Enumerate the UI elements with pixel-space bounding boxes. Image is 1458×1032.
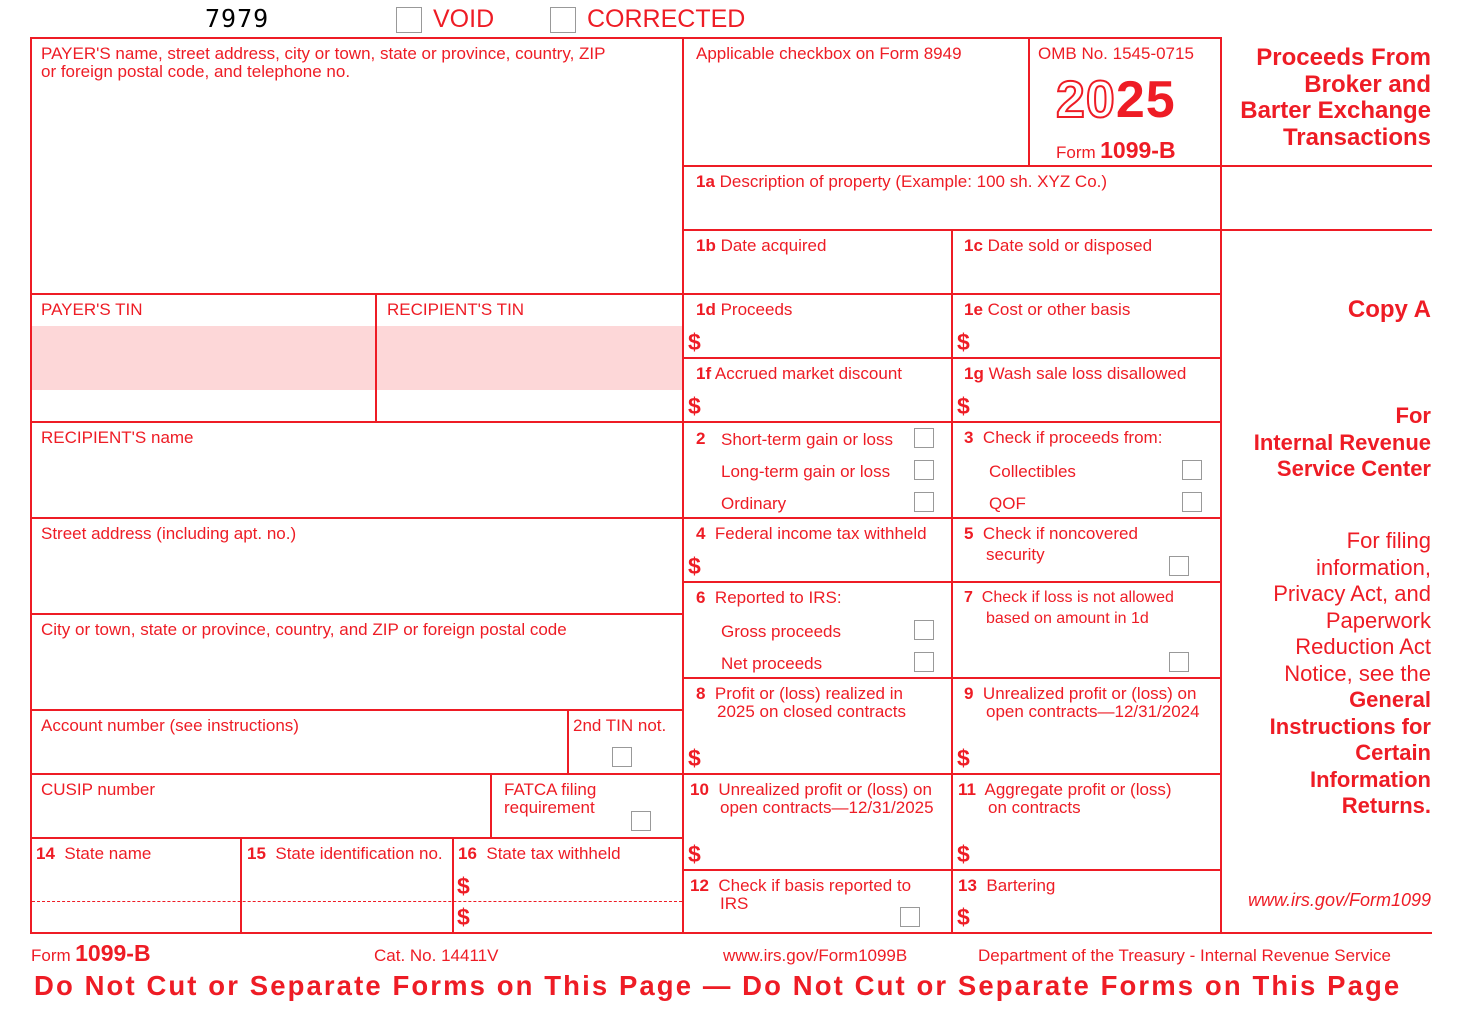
info-line-3: Privacy Act, and (1273, 581, 1431, 606)
box16-dollar-1: $ (457, 873, 470, 899)
box6-gross-checkbox[interactable] (914, 620, 934, 640)
box7-checkbox[interactable] (1169, 652, 1189, 672)
box10-text-1: Unrealized profit or (loss) on (718, 780, 932, 799)
box3-collectibles-checkbox[interactable] (1182, 460, 1202, 480)
payer-name-label-1: PAYER'S name, street address, city or town, state or province, country, ZIP (41, 44, 606, 63)
box1d-dollar: $ (688, 329, 701, 355)
info-line-2: information, (1316, 554, 1431, 580)
box2-long-term-label: Long-term gain or loss (721, 462, 891, 481)
box1b-text: Date acquired (720, 236, 827, 255)
box2-short-term-label: Short-term gain or loss (721, 430, 893, 449)
box1e-label (964, 301, 1130, 319)
box6-text: Reported to IRS: (714, 588, 842, 607)
box8-text-1: Profit or (loss) realized in (714, 684, 903, 703)
title-line-1: Proceeds From (1256, 44, 1431, 71)
box1c-text: Date sold or disposed (987, 236, 1153, 255)
box4-text: Federal income tax withheld (714, 524, 927, 543)
corrected-label: CORRECTED (587, 5, 746, 33)
box16-label (458, 845, 621, 863)
box4-label (696, 525, 927, 543)
box1f-dollar: $ (688, 393, 701, 419)
box1b-num: 1b (696, 236, 716, 255)
box9-label-2: open contracts—12/31/2024 (986, 702, 1200, 721)
box5-num: 5 (964, 524, 974, 543)
omb-form-number: 1099-B (1100, 137, 1176, 163)
box1d-label (696, 301, 792, 319)
box1e-text: Cost or other basis (987, 300, 1131, 319)
box1c-num: 1c (964, 236, 983, 255)
copy-a-label: Copy A (1347, 296, 1431, 323)
box13-dollar: $ (957, 904, 970, 930)
box2-ordinary-checkbox[interactable] (914, 492, 934, 512)
box9-label (964, 685, 1196, 703)
box12-num: 12 (690, 876, 709, 895)
box3-label (964, 429, 1162, 447)
box2-long-term-checkbox[interactable] (914, 460, 934, 480)
tax-year (1056, 72, 1176, 128)
box5-label-2: security (986, 545, 1045, 564)
box12-label (690, 877, 911, 895)
box9-num: 9 (964, 684, 974, 703)
omb-form-name (1056, 137, 1176, 164)
box2-num: 2 (696, 429, 706, 448)
info-line-7: General (1349, 687, 1431, 712)
box16-text: State tax withheld (486, 844, 621, 863)
box1f-num: 1f (696, 364, 712, 383)
box1g-num: 1g (964, 364, 984, 383)
box3-text: Check if proceeds from: (982, 428, 1163, 447)
box1f-label (696, 365, 902, 383)
form-8949-checkbox-label: Applicable checkbox on Form 8949 (696, 44, 962, 63)
corrected-checkbox[interactable] (550, 7, 576, 33)
box16-dollar-2: $ (457, 904, 470, 930)
box12-label-2: IRS (720, 894, 749, 913)
box3-qof-label: QOF (989, 494, 1026, 513)
box7-label-2: based on amount in 1d (986, 610, 1149, 627)
box8-label (696, 685, 903, 703)
city-label: City or town, state or province, country, and ZIP or foreign postal code (41, 620, 567, 639)
box8-num: 8 (696, 684, 706, 703)
box14-text: State name (64, 844, 152, 863)
box6-num: 6 (696, 588, 706, 607)
box1f-text: Accrued market discount (714, 364, 903, 383)
box10-label-2: open contracts—12/31/2025 (720, 798, 934, 817)
box7-label (964, 589, 1174, 607)
box15-label (247, 845, 443, 863)
fatca-checkbox[interactable] (631, 811, 651, 831)
box1g-dollar: $ (957, 393, 970, 419)
box13-label (958, 877, 1055, 895)
void-checkbox[interactable] (396, 7, 422, 33)
irs-line-1: Internal Revenue (1253, 429, 1431, 455)
info-line-6: Notice, see the (1284, 660, 1431, 686)
fatca-label-2: requirement (504, 798, 595, 817)
omb-number: OMB No. 1545-0715 (1038, 44, 1194, 63)
title-line-2: Broker and (1304, 70, 1431, 98)
box9-text-1: Unrealized profit or (loss) on (982, 684, 1197, 703)
box14-num: 14 (36, 844, 55, 863)
box6-net-checkbox[interactable] (914, 652, 934, 672)
irs-center-block (1254, 403, 1431, 483)
irs-for: For (1395, 403, 1431, 428)
box6-gross-label: Gross proceeds (721, 622, 841, 641)
box8-label-2: 2025 on closed contracts (717, 702, 907, 721)
box15-text: State identification no. (275, 844, 443, 863)
box1d-text: Proceeds (720, 300, 793, 319)
box5-label (964, 525, 1138, 543)
box4-dollar: $ (688, 553, 701, 579)
footer-cat-no: Cat. No. 14411V (374, 946, 499, 965)
tax-year-prefix: 20 (1056, 71, 1116, 129)
footer-form-name (31, 940, 151, 967)
box1a-num: 1a (696, 172, 715, 191)
recipient-tin-field[interactable] (377, 326, 682, 390)
box10-dollar: $ (688, 841, 701, 867)
footer-url[interactable]: www.irs.gov/Form1099B (723, 946, 908, 965)
info-line-11: Returns. (1341, 793, 1431, 818)
info-line-9: Certain (1355, 740, 1431, 765)
box16-num: 16 (458, 844, 477, 863)
do-not-cut-warning: Do Not Cut or Separate Forms on This Page — Do Not Cut or Separate Forms on This Page (34, 970, 1402, 1001)
filing-info-block (1270, 528, 1431, 820)
info-line-8: Instructions for (1269, 713, 1431, 739)
footer-dept: Department of the Treasury - Internal Revenue Service (978, 946, 1391, 965)
payer-tin-label: PAYER'S TIN (41, 300, 143, 319)
box8-dollar: $ (688, 745, 701, 771)
box1e-dollar: $ (957, 329, 970, 355)
omb-form-word: Form (1056, 143, 1096, 162)
info-line-4: Paperwork (1325, 607, 1431, 633)
payer-name-label-2: or foreign postal code, and telephone no. (41, 62, 351, 81)
street-address-label: Street address (including apt. no.) (41, 524, 297, 543)
recipient-name-label: RECIPIENT'S name (41, 428, 194, 447)
tax-year-suffix: 25 (1115, 71, 1176, 129)
box3-num: 3 (964, 428, 974, 447)
box11-label (958, 781, 1172, 799)
footer-form-word: Form (31, 946, 71, 965)
box13-text: Bartering (986, 876, 1056, 895)
box12-text-1: Check if basis reported to (718, 876, 912, 895)
box1a-text: Description of property (Example: 100 sh. XYZ Co.) (719, 172, 1108, 191)
box15-num: 15 (247, 844, 266, 863)
second-tin-checkbox[interactable] (612, 747, 632, 767)
title-line-4: Transactions (1282, 123, 1431, 151)
box4-num: 4 (696, 524, 706, 543)
fatca-label-1: FATCA filing (504, 780, 597, 799)
irs-line-2: Service Center (1276, 456, 1431, 481)
cusip-label: CUSIP number (41, 780, 156, 799)
box2-ordinary-label: Ordinary (721, 494, 787, 513)
box1e-num: 1e (964, 300, 983, 319)
box1g-text: Wash sale loss disallowed (988, 364, 1187, 383)
info-line-5: Reduction Act (1295, 634, 1431, 659)
box6-net-label: Net proceeds (721, 654, 823, 673)
box1c-label (964, 237, 1152, 255)
box7-num: 7 (964, 589, 973, 606)
box1g-label (964, 365, 1186, 383)
box2-short-term-checkbox[interactable] (914, 428, 934, 448)
void-label: VOID (433, 5, 495, 33)
info-line-10: Information (1310, 766, 1431, 792)
payer-tin-field[interactable] (32, 326, 375, 390)
box14-label (36, 845, 151, 863)
account-number-label: Account number (see instructions) (41, 716, 299, 735)
box13-num: 13 (958, 876, 977, 895)
second-tin-label: 2nd TIN not. (573, 716, 667, 735)
box11-num: 11 (958, 780, 976, 799)
box3-qof-checkbox[interactable] (1182, 492, 1202, 512)
box11-text-1: Aggregate profit or (loss) (984, 780, 1172, 799)
box11-dollar: $ (957, 841, 970, 867)
box12-checkbox[interactable] (900, 907, 920, 927)
sidebar-url[interactable]: www.irs.gov/Form1099 (1247, 890, 1431, 910)
form-title (1240, 45, 1431, 151)
box10-num: 10 (690, 780, 709, 799)
box1d-num: 1d (696, 300, 716, 319)
form-code: 7979 (205, 4, 270, 33)
box7-text-1: Check if loss is not allowed (981, 589, 1174, 606)
info-line-1: For filing (1346, 528, 1431, 553)
box9-dollar: $ (957, 745, 970, 771)
footer-form-number: 1099-B (75, 940, 151, 966)
box6-label (696, 589, 842, 607)
title-line-3: Barter Exchange (1240, 97, 1431, 124)
recipient-tin-label: RECIPIENT'S TIN (387, 300, 525, 319)
box1b-label (696, 237, 826, 255)
box1a-label (696, 173, 1107, 191)
box5-text-1: Check if noncovered (982, 524, 1138, 543)
box11-label-2: on contracts (988, 798, 1081, 817)
box5-checkbox[interactable] (1169, 556, 1189, 576)
box3-collectibles-label: Collectibles (989, 462, 1076, 481)
box10-label (690, 781, 932, 799)
